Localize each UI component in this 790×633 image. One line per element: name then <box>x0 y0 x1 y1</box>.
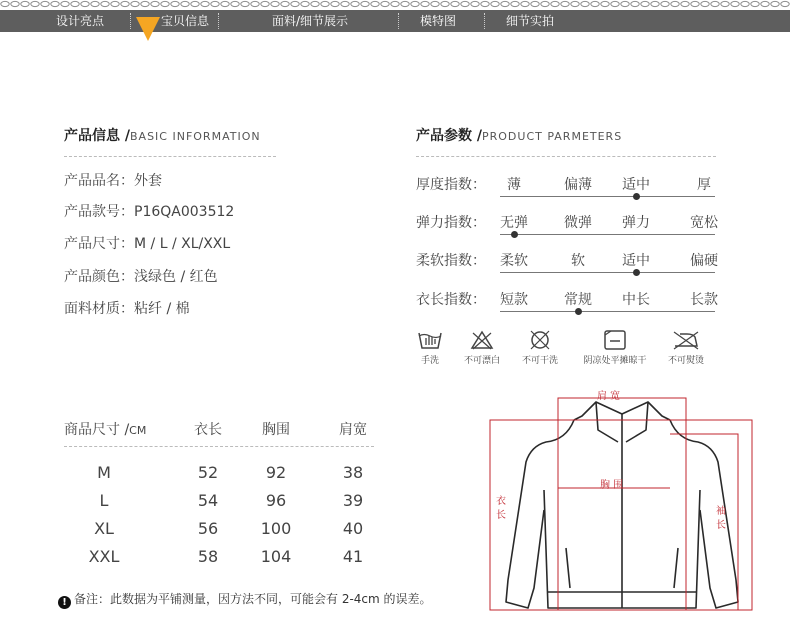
size-table-cell: 58 <box>197 547 219 566</box>
chain-border <box>0 0 790 8</box>
tab-design-highlights[interactable]: 设计亮点 <box>56 14 105 28</box>
size-table-cell: 100 <box>260 519 292 538</box>
param-level: 短款 <box>500 292 528 308</box>
basic-info-heading: 产品信息 /BASIC INFORMATION <box>64 128 261 144</box>
params-title: 产品参数 <box>416 128 472 144</box>
size-table-header-size: 商品尺寸 /CM <box>64 422 147 438</box>
shoulder-width-label: 肩 宽 <box>597 391 621 402</box>
length-label: 衣长 <box>496 496 506 521</box>
size-table-cell: XXL <box>88 547 120 566</box>
tab-fabric-details[interactable]: 面料/细节展示 <box>272 14 349 28</box>
basic-info-subtitle: BASIC INFORMATION <box>130 130 261 143</box>
info-row-style-no: 产品款号：P16QA003512 <box>64 204 235 220</box>
right-sleeve-outline <box>670 420 738 608</box>
param-selected-dot <box>511 231 518 238</box>
nav-background <box>0 10 790 32</box>
care-label: 阴凉处平摊晾干 <box>583 356 647 366</box>
param-level: 常规 <box>564 292 592 308</box>
care-no-iron <box>656 329 716 366</box>
no-bleach-icon <box>469 329 495 351</box>
param-track <box>500 272 715 273</box>
care-label: 手洗 <box>420 356 439 366</box>
basic-info-title: 产品信息 <box>64 128 120 144</box>
param-track <box>500 311 715 312</box>
size-table-cell: 38 <box>342 463 364 482</box>
nav-separator <box>484 13 485 29</box>
param-selected-dot <box>633 269 640 276</box>
length-guide <box>490 420 752 610</box>
exclamation-icon: ! <box>58 596 71 609</box>
param-level: 长款 <box>690 292 718 308</box>
no-dry-clean-icon <box>527 329 553 351</box>
param-level: 适中 <box>622 253 650 269</box>
param-level: 适中 <box>622 177 650 193</box>
param-level: 柔软 <box>500 253 528 269</box>
param-level: 微弹 <box>564 215 592 231</box>
jacket-measurement-diagram <box>486 380 756 620</box>
care-hand-wash <box>400 329 460 366</box>
param-label: 衣长指数： <box>416 292 486 308</box>
tab-product-info[interactable]: 宝贝信息 <box>161 14 210 28</box>
sleeve-length-label: 袖长 <box>716 506 726 531</box>
care-label: 不可干洗 <box>521 356 558 366</box>
param-level: 软 <box>571 253 585 269</box>
param-level: 厚 <box>697 177 711 193</box>
param-level: 偏硬 <box>690 253 718 269</box>
info-row-material: 面料材质：粘纤 / 棉 <box>64 301 190 317</box>
size-table-cell: 39 <box>342 491 364 510</box>
info-row-sizes: 产品尺寸：M / L / XL/XXL <box>64 236 231 252</box>
care-dry-flat <box>580 329 650 366</box>
param-track <box>500 234 715 235</box>
tab-model-photos[interactable]: 模特图 <box>420 14 457 28</box>
size-table-cell: 52 <box>197 463 219 482</box>
size-table-cell: L <box>99 491 109 510</box>
param-label: 厚度指数： <box>416 177 486 193</box>
param-selected-dot <box>633 193 640 200</box>
active-tab-marker <box>136 17 160 41</box>
measurement-note: ! 备注：此数据为平铺测量，因方法不同，可能会有 2-4cm 的误差。 <box>58 590 432 609</box>
chest-label: 胸 围 <box>600 480 624 491</box>
size-table-cell: 54 <box>197 491 219 510</box>
size-table-cell: XL <box>94 519 114 538</box>
nav-separator <box>130 13 131 29</box>
param-level: 中长 <box>622 292 650 308</box>
unit-label: CM <box>129 424 147 437</box>
size-table-cell: 92 <box>265 463 287 482</box>
top-nav <box>0 0 790 32</box>
param-level: 偏薄 <box>564 177 592 193</box>
size-table-cell: 56 <box>197 519 219 538</box>
divider <box>64 446 374 447</box>
size-table-cell: 104 <box>260 547 292 566</box>
care-label: 不可漂白 <box>463 356 500 366</box>
care-label: 不可熨烫 <box>667 356 704 366</box>
param-level: 无弹 <box>500 215 528 231</box>
care-no-bleach <box>452 329 512 366</box>
param-level: 薄 <box>507 177 521 193</box>
size-table-header-chest: 胸围 <box>262 422 290 438</box>
left-sleeve-outline <box>506 420 574 608</box>
param-track <box>500 196 715 197</box>
hand-wash-icon <box>417 329 443 351</box>
care-no-dry-clean <box>510 329 570 366</box>
divider <box>64 156 276 157</box>
params-subtitle: PRODUCT PARMETERS <box>482 130 623 143</box>
param-level: 弹力 <box>622 215 650 231</box>
tab-detail-photos[interactable]: 细节实拍 <box>506 14 555 28</box>
param-level: 宽松 <box>690 215 718 231</box>
nav-separator <box>398 13 399 29</box>
param-label: 柔软指数： <box>416 253 486 269</box>
divider <box>416 156 716 157</box>
dry-flat-shade-icon <box>602 329 628 351</box>
size-table-cell: M <box>97 463 111 482</box>
params-heading: 产品参数 /PRODUCT PARMETERS <box>416 128 623 144</box>
size-table-header-shoulder: 肩宽 <box>339 422 367 438</box>
param-label: 弹力指数： <box>416 215 486 231</box>
param-selected-dot <box>575 308 582 315</box>
size-table-header-length: 衣长 <box>194 422 222 438</box>
size-table-cell: 41 <box>342 547 364 566</box>
nav-separator <box>218 13 219 29</box>
info-row-colors: 产品颜色：浅绿色 / 红色 <box>64 269 218 285</box>
no-iron-icon <box>671 329 701 351</box>
info-row-name: 产品品名：外套 <box>64 173 162 189</box>
size-table-cell: 96 <box>265 491 287 510</box>
size-table-cell: 40 <box>342 519 364 538</box>
